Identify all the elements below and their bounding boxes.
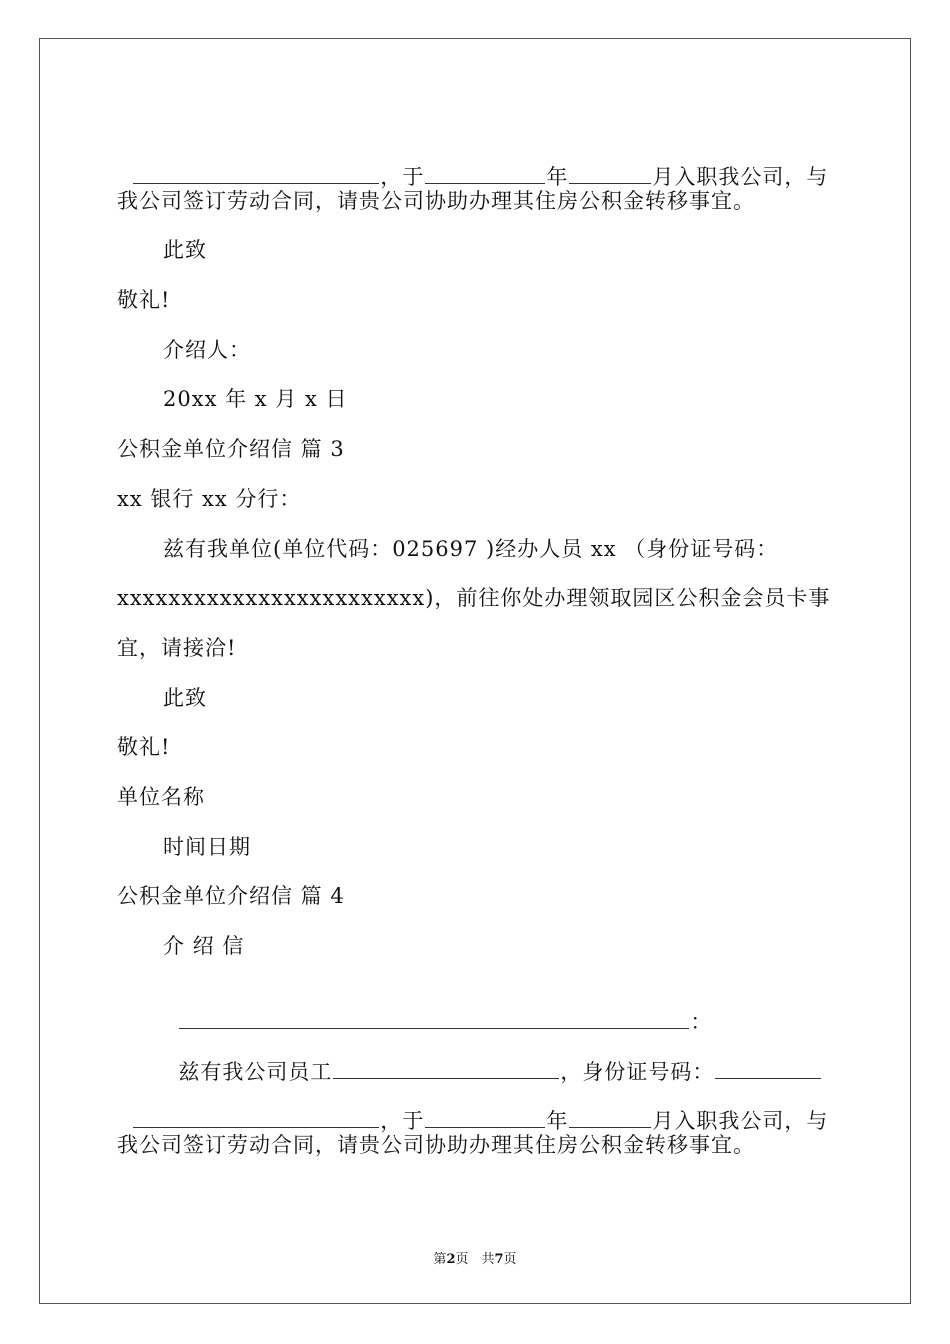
- text-line: 我公司签订劳动合同，请贵公司协助办理其住房公积金转移事宜。: [117, 189, 755, 213]
- blank-id: [715, 1060, 821, 1079]
- blank-id-cont: [133, 1109, 379, 1128]
- blank-month: [569, 1109, 651, 1128]
- letter-title: 介 绍 信: [163, 934, 245, 958]
- section-heading: 公积金单位介绍信 篇 3: [117, 437, 345, 461]
- blank-recipient: [179, 1010, 689, 1029]
- text-line: ，于 年 月入职我公司，与: [117, 138, 828, 190]
- text-line: xxxxxxxxxxxxxxxxxxxxxxxx)，前往你处办理领取园区公积金会员卡事: [117, 586, 831, 610]
- text-line: ，于 年 月入职我公司，与: [117, 1082, 828, 1134]
- text-line: 我公司签订劳动合同，请贵公司协助办理其住房公积金转移事宜。: [117, 1133, 755, 1157]
- blank-name: [133, 165, 379, 184]
- text-line: ：: [163, 983, 712, 1035]
- section-heading: 公积金单位介绍信 篇 4: [117, 884, 345, 908]
- text-line: 宜，请接洽!: [117, 636, 237, 660]
- text-line: 单位名称: [117, 785, 205, 809]
- blank-year: [425, 165, 545, 184]
- blank-month: [569, 165, 651, 184]
- text-line: 20xx 年 x 月 x 日: [163, 387, 348, 411]
- blank-year: [425, 1109, 545, 1128]
- text-line: 兹有我公司员工 ，身份证号码：: [163, 1033, 822, 1085]
- text-line: 介绍人：: [163, 338, 251, 362]
- text-line: 敬礼!: [117, 735, 171, 759]
- text-line: 此致: [163, 238, 207, 262]
- text-line: xx 银行 xx 分行：: [117, 487, 302, 511]
- text-line: 兹有我单位(单位代码：025697 )经办人员 xx （身份证号码：: [163, 537, 779, 561]
- text-line: 此致: [163, 686, 207, 710]
- page-footer: 第2页 共7页: [433, 1252, 517, 1267]
- blank-employee: [333, 1060, 559, 1079]
- text-line: 敬礼!: [117, 288, 171, 312]
- text-line: 时间日期: [163, 835, 251, 859]
